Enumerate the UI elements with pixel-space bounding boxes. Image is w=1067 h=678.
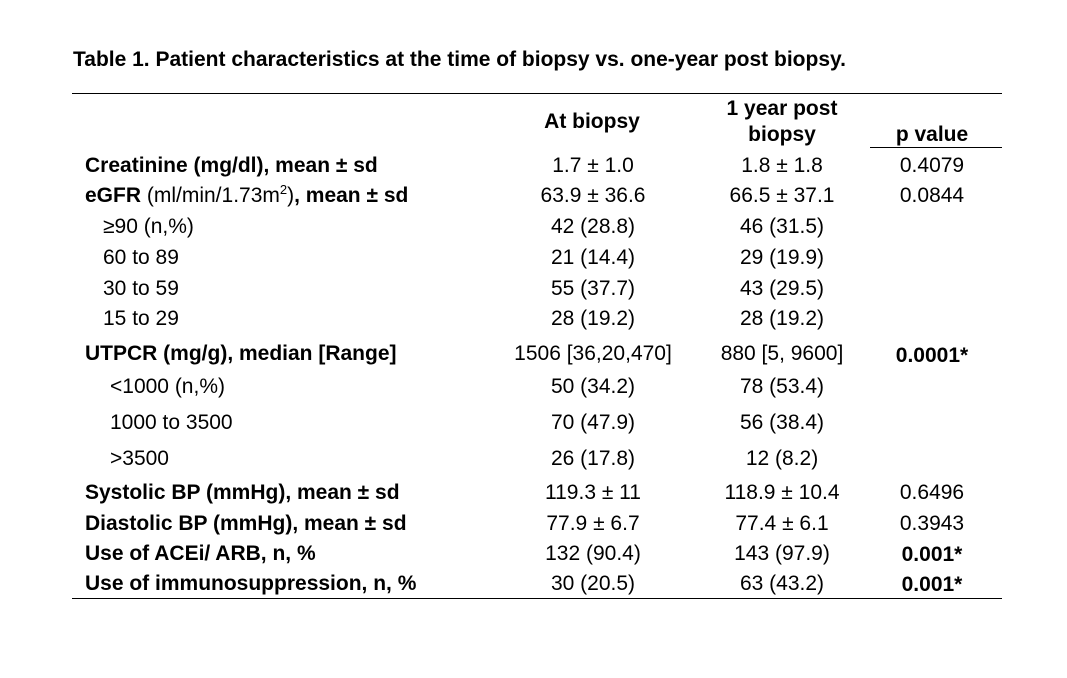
table-row <box>0 409 1067 437</box>
at-biopsy-value: 132 (90.4) <box>545 542 641 565</box>
header-post-line2: biopsy <box>748 123 816 146</box>
table-bottom-rule <box>72 598 1002 599</box>
table-row <box>0 275 1067 303</box>
at-biopsy-value: 1506 [36,20,470] <box>514 342 672 365</box>
p-value: 0.001* <box>901 573 963 596</box>
row-label: Diastolic BP (mmHg), mean ± sd <box>85 512 407 535</box>
p-value: 0.4079 <box>899 154 965 177</box>
table-row <box>0 479 1067 507</box>
table-row <box>0 540 1067 568</box>
at-biopsy-value: 26 (17.8) <box>550 447 636 470</box>
at-biopsy-value: 77.9 ± 6.7 <box>546 512 640 535</box>
p-value: 0.3943 <box>899 512 965 535</box>
post-biopsy-value: 880 [5, 9600] <box>720 342 844 365</box>
header-one-year-post-biopsy <box>700 96 864 148</box>
row-label: ≥90 (n,%) <box>103 215 194 238</box>
at-biopsy-value: 63.9 ± 36.6 <box>540 184 646 207</box>
at-biopsy-value: 42 (28.8) <box>550 215 636 238</box>
table-row <box>0 510 1067 538</box>
table-top-rule <box>72 93 1002 94</box>
post-biopsy-value: 66.5 ± 37.1 <box>729 184 835 207</box>
post-biopsy-value: 1.8 ± 1.8 <box>741 154 823 177</box>
row-label: >3500 <box>110 447 169 470</box>
table-row <box>0 213 1067 241</box>
p-value: 0.0844 <box>899 184 965 207</box>
p-value: 0.6496 <box>899 481 965 504</box>
row-label: 15 to 29 <box>103 307 179 330</box>
at-biopsy-value: 70 (47.9) <box>550 411 636 434</box>
header-bottom-rule <box>870 147 1002 148</box>
row-label: Use of immunosuppression, n, % <box>85 572 417 595</box>
post-biopsy-value: 28 (19.2) <box>739 307 825 330</box>
table-title: Table 1. Patient characteristics at the time of biopsy vs. one-year post biopsy. <box>73 48 846 71</box>
post-biopsy-value: 143 (97.9) <box>734 542 830 565</box>
at-biopsy-value: 55 (37.7) <box>550 277 636 300</box>
header-p-value: p value <box>895 123 969 146</box>
header-at-biopsy: At biopsy <box>544 110 640 133</box>
row-label: Use of ACEi/ ARB, n, % <box>85 542 316 565</box>
at-biopsy-value: 21 (14.4) <box>550 246 636 269</box>
row-label: Systolic BP (mmHg), mean ± sd <box>85 481 400 504</box>
at-biopsy-value: 28 (19.2) <box>550 307 636 330</box>
post-biopsy-value: 29 (19.9) <box>739 246 825 269</box>
table-row <box>0 182 1067 210</box>
at-biopsy-value: 50 (34.2) <box>550 375 636 398</box>
at-biopsy-value: 119.3 ± 11 <box>545 481 641 504</box>
post-biopsy-value: 56 (38.4) <box>739 411 825 434</box>
at-biopsy-value: 30 (20.5) <box>550 572 636 595</box>
row-label: Creatinine (mg/dl), mean ± sd <box>85 154 378 177</box>
table-row <box>0 570 1067 598</box>
table-row <box>0 305 1067 333</box>
row-label: eGFR $(ml/\min/1.73m^2)$, mean ± sd <box>85 182 409 207</box>
table-row <box>0 373 1067 401</box>
row-label: <1000 (n,%) <box>110 375 225 398</box>
post-biopsy-value: 118.9 ± 10.4 <box>724 481 840 504</box>
post-biopsy-value: 77.4 ± 6.1 <box>735 512 829 535</box>
row-label: 60 to 89 <box>103 246 179 269</box>
table-row <box>0 152 1067 180</box>
post-biopsy-value: 63 (43.2) <box>739 572 825 595</box>
table-row <box>0 340 1067 368</box>
row-label: 1000 to 3500 <box>110 411 233 434</box>
row-label: 30 to 59 <box>103 277 179 300</box>
post-biopsy-value: 12 (8.2) <box>745 447 819 470</box>
at-biopsy-value: 1.7 ± 1.0 <box>552 154 634 177</box>
row-label: UTPCR (mg/g), median [Range] <box>85 342 397 365</box>
post-biopsy-value: 43 (29.5) <box>739 277 825 300</box>
post-biopsy-value: 46 (31.5) <box>739 215 825 238</box>
table-row <box>0 445 1067 473</box>
table-row <box>0 244 1067 272</box>
post-biopsy-value: 78 (53.4) <box>739 375 825 398</box>
header-post-line1: 1 year post <box>726 97 838 120</box>
p-value: 0.0001* <box>895 344 969 367</box>
p-value: 0.001* <box>901 543 963 566</box>
